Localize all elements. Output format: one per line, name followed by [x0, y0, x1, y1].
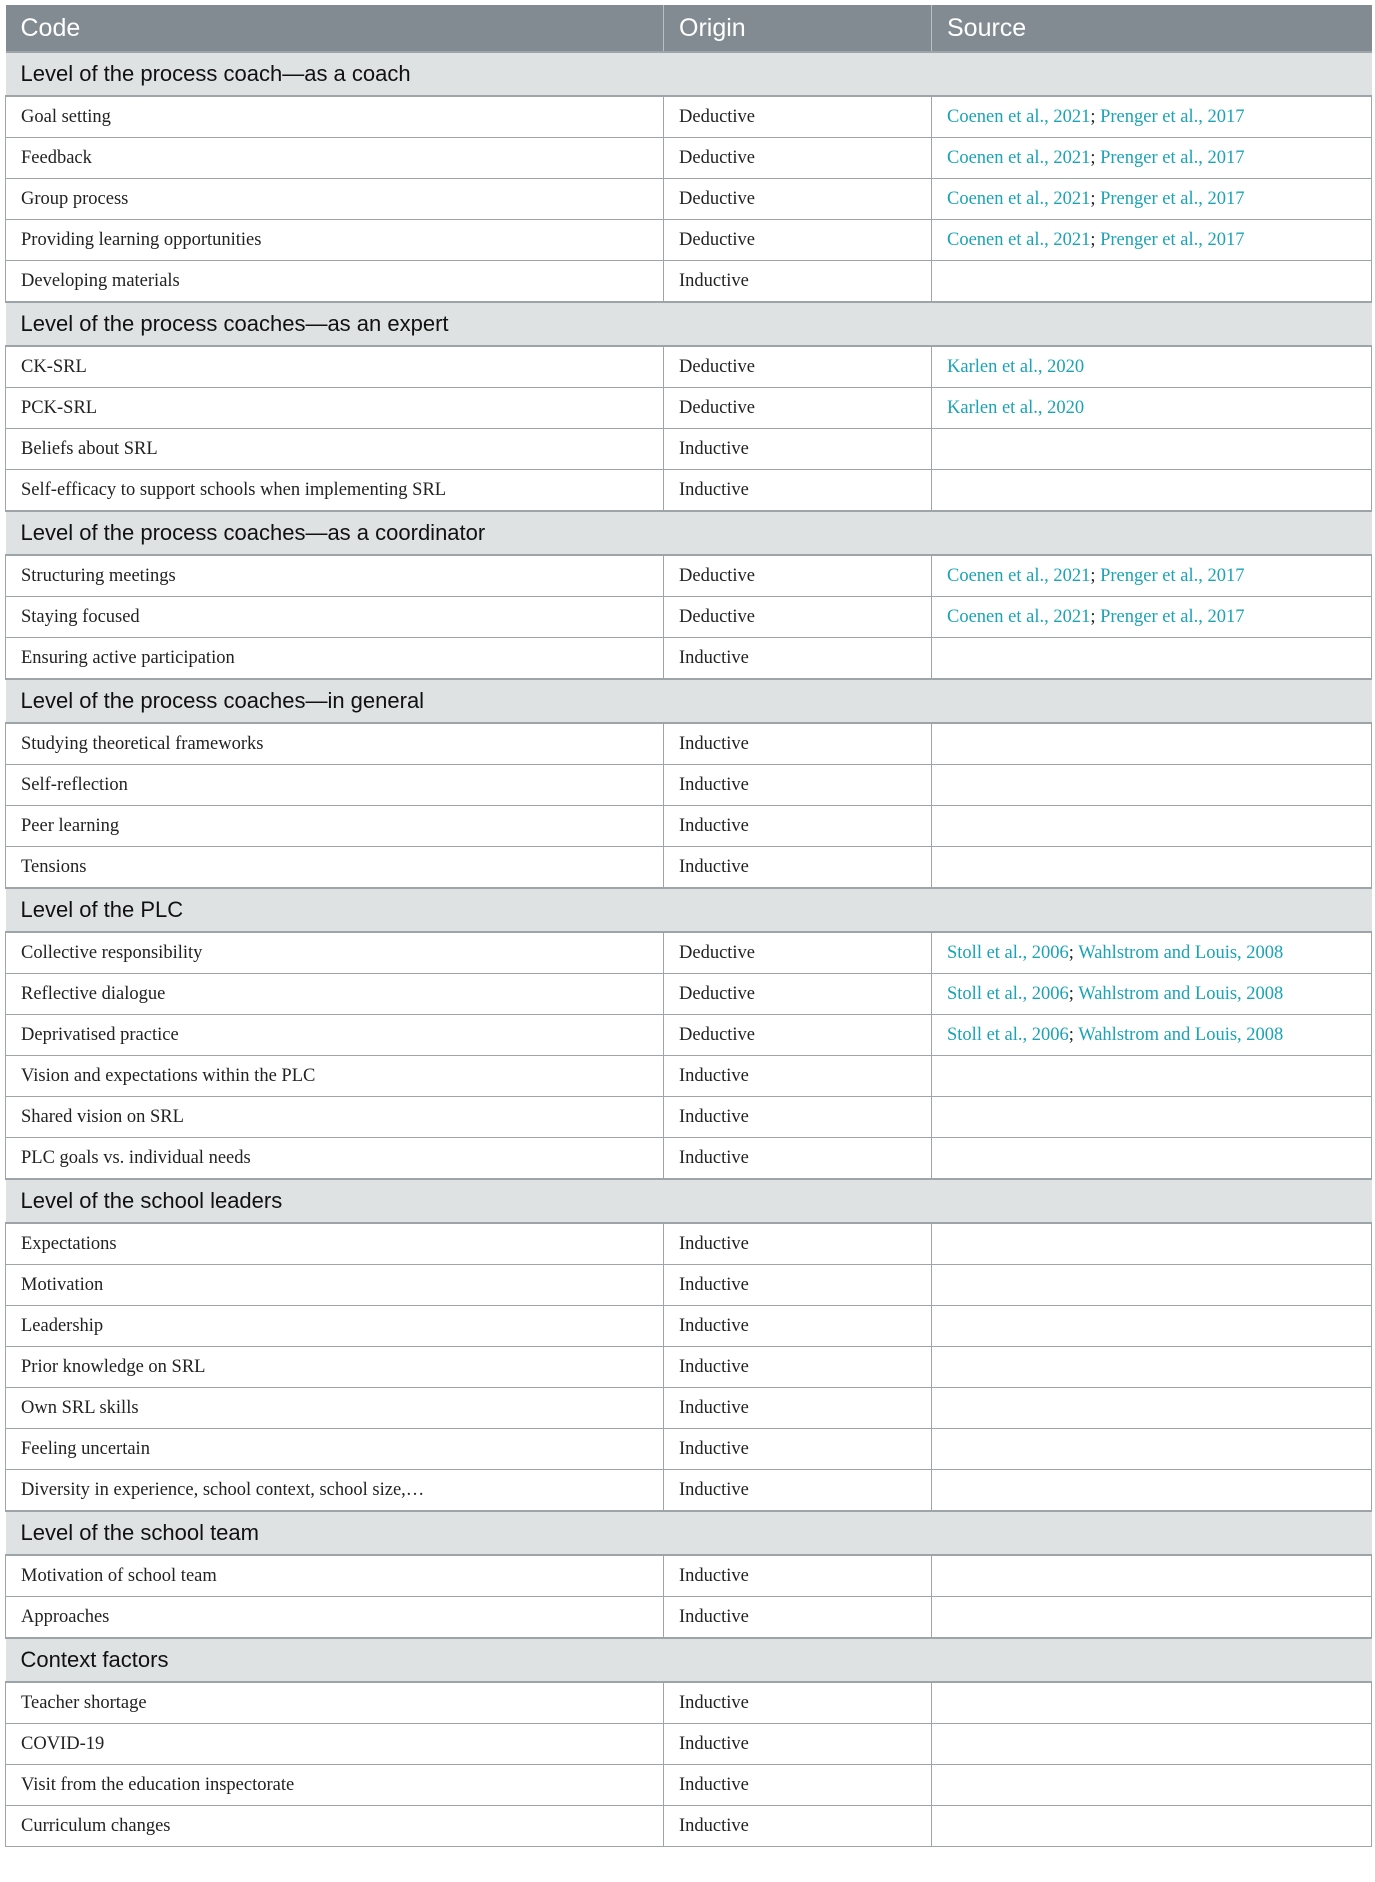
citation-link[interactable]: Coenen et al., 2021: [947, 229, 1091, 250]
section-title: Level of the school team: [6, 1511, 1372, 1555]
citation-link[interactable]: Coenen et al., 2021: [947, 106, 1091, 127]
origin-cell: Inductive: [664, 765, 932, 806]
code-cell: Expectations: [6, 1223, 664, 1265]
table-row: [6, 96, 1372, 138]
source-cell: [932, 847, 1372, 889]
code-cell: Motivation of school team: [6, 1555, 664, 1597]
source-cell: [932, 388, 1372, 429]
table-row: [6, 1056, 1372, 1097]
source-cell: [932, 1765, 1372, 1806]
source-cell: [932, 974, 1372, 1015]
code-cell: Feeling uncertain: [6, 1429, 664, 1470]
citation-link[interactable]: Coenen et al., 2021: [947, 188, 1091, 209]
table-row: [6, 220, 1372, 261]
source-cell: [932, 1470, 1372, 1512]
section-header-row: [6, 1179, 1372, 1223]
origin-cell: Deductive: [664, 555, 932, 597]
origin-cell: Deductive: [664, 220, 932, 261]
code-cell: Ensuring active participation: [6, 638, 664, 680]
source-separator: ;: [1090, 106, 1101, 127]
code-cell: PLC goals vs. individual needs: [6, 1138, 664, 1180]
table-row: [6, 1806, 1372, 1847]
origin-cell: Deductive: [664, 138, 932, 179]
source-cell: [932, 1388, 1372, 1429]
citation-link[interactable]: Prenger et al., 2017: [1100, 229, 1245, 250]
origin-cell: Inductive: [664, 1138, 932, 1180]
citation-link[interactable]: Prenger et al., 2017: [1100, 147, 1245, 168]
table-container: [5, 5, 1371, 1847]
code-cell: COVID-19: [6, 1724, 664, 1765]
code-cell: Diversity in experience, school context, school size,…: [6, 1470, 664, 1512]
code-cell: Studying theoretical frameworks: [6, 723, 664, 765]
table-row: [6, 1223, 1372, 1265]
source-separator: ;: [1068, 942, 1079, 963]
section-title: Level of the process coaches—in general: [6, 679, 1372, 723]
citation-link[interactable]: Wahlstrom and Louis, 2008: [1078, 942, 1284, 963]
origin-cell: Inductive: [664, 1597, 932, 1639]
code-cell: Tensions: [6, 847, 664, 889]
source-separator: ;: [1068, 983, 1079, 1004]
origin-cell: Inductive: [664, 1555, 932, 1597]
table-row: [6, 638, 1372, 680]
source-cell: [932, 597, 1372, 638]
source-cell: [932, 555, 1372, 597]
origin-cell: Inductive: [664, 1056, 932, 1097]
codes-table: [5, 5, 1372, 1847]
citation-link[interactable]: Karlen et al., 2020: [947, 356, 1085, 377]
section-header-row: [6, 1511, 1372, 1555]
code-cell: Approaches: [6, 1597, 664, 1639]
column-header-code: Code: [6, 5, 664, 52]
source-cell: [932, 1056, 1372, 1097]
code-cell: Self-reflection: [6, 765, 664, 806]
table-row: [6, 806, 1372, 847]
code-cell: Reflective dialogue: [6, 974, 664, 1015]
table-row: [6, 1015, 1372, 1056]
table-row: [6, 1388, 1372, 1429]
section-title: Level of the school leaders: [6, 1179, 1372, 1223]
source-cell: [932, 1097, 1372, 1138]
origin-cell: Inductive: [664, 806, 932, 847]
section-title: Level of the process coaches—as an expert: [6, 302, 1372, 346]
code-cell: Teacher shortage: [6, 1682, 664, 1724]
code-cell: Deprivatised practice: [6, 1015, 664, 1056]
origin-cell: Deductive: [664, 388, 932, 429]
section-title: Level of the process coach—as a coach: [6, 52, 1372, 96]
origin-cell: Inductive: [664, 1765, 932, 1806]
source-cell: [932, 96, 1372, 138]
code-cell: Vision and expectations within the PLC: [6, 1056, 664, 1097]
code-cell: Developing materials: [6, 261, 664, 303]
citation-link[interactable]: Stoll et al., 2006: [947, 1024, 1069, 1045]
origin-cell: Inductive: [664, 1223, 932, 1265]
citation-link[interactable]: Wahlstrom and Louis, 2008: [1078, 1024, 1284, 1045]
code-cell: Feedback: [6, 138, 664, 179]
origin-cell: Inductive: [664, 1347, 932, 1388]
table-row: [6, 723, 1372, 765]
code-cell: Structuring meetings: [6, 555, 664, 597]
source-cell: [932, 1138, 1372, 1180]
source-cell: [932, 723, 1372, 765]
origin-cell: Deductive: [664, 597, 932, 638]
code-cell: Motivation: [6, 1265, 664, 1306]
section-header-row: [6, 888, 1372, 932]
citation-link[interactable]: Prenger et al., 2017: [1100, 106, 1245, 127]
code-cell: Providing learning opportunities: [6, 220, 664, 261]
table-row: [6, 765, 1372, 806]
source-cell: [932, 1223, 1372, 1265]
source-cell: [932, 1597, 1372, 1639]
source-cell: [932, 429, 1372, 470]
citation-link[interactable]: Coenen et al., 2021: [947, 565, 1091, 586]
origin-cell: Deductive: [664, 346, 932, 388]
source-separator: ;: [1090, 565, 1101, 586]
table-row: [6, 847, 1372, 889]
citation-link[interactable]: Prenger et al., 2017: [1100, 565, 1245, 586]
code-cell: Leadership: [6, 1306, 664, 1347]
origin-cell: Deductive: [664, 179, 932, 220]
table-row: [6, 1265, 1372, 1306]
code-cell: Peer learning: [6, 806, 664, 847]
section-header-row: [6, 511, 1372, 555]
code-cell: Shared vision on SRL: [6, 1097, 664, 1138]
section-header-row: [6, 52, 1372, 96]
table-row: [6, 388, 1372, 429]
origin-cell: Inductive: [664, 1724, 932, 1765]
citation-link[interactable]: Prenger et al., 2017: [1100, 606, 1245, 627]
source-cell: [932, 932, 1372, 974]
source-cell: [932, 1724, 1372, 1765]
source-separator: ;: [1090, 188, 1101, 209]
code-cell: Prior knowledge on SRL: [6, 1347, 664, 1388]
origin-cell: Inductive: [664, 470, 932, 512]
source-cell: [932, 1015, 1372, 1056]
table-row: [6, 1724, 1372, 1765]
origin-cell: Inductive: [664, 1265, 932, 1306]
code-cell: Beliefs about SRL: [6, 429, 664, 470]
source-cell: [932, 765, 1372, 806]
citation-link[interactable]: Coenen et al., 2021: [947, 606, 1091, 627]
section-title: Level of the process coaches—as a coordinator: [6, 511, 1372, 555]
code-cell: Own SRL skills: [6, 1388, 664, 1429]
origin-cell: Inductive: [664, 1306, 932, 1347]
origin-cell: Deductive: [664, 96, 932, 138]
column-header-origin: Origin: [664, 5, 932, 52]
source-cell: [932, 1682, 1372, 1724]
citation-link[interactable]: Karlen et al., 2020: [947, 397, 1085, 418]
source-cell: [932, 346, 1372, 388]
source-cell: [932, 1555, 1372, 1597]
code-cell: CK-SRL: [6, 346, 664, 388]
code-cell: Goal setting: [6, 96, 664, 138]
source-separator: ;: [1090, 229, 1101, 250]
table-body: [6, 52, 1372, 1847]
table-row: [6, 470, 1372, 512]
table-row: [6, 1097, 1372, 1138]
column-header-source: Source: [932, 5, 1372, 52]
source-separator: ;: [1090, 147, 1101, 168]
origin-cell: Inductive: [664, 847, 932, 889]
origin-cell: Inductive: [664, 638, 932, 680]
table-row: [6, 138, 1372, 179]
origin-cell: Inductive: [664, 1097, 932, 1138]
source-separator: ;: [1090, 606, 1101, 627]
source-separator: ;: [1068, 1024, 1079, 1045]
table-row: [6, 346, 1372, 388]
table-row: [6, 429, 1372, 470]
source-cell: [932, 1347, 1372, 1388]
citation-link[interactable]: Wahlstrom and Louis, 2008: [1078, 983, 1284, 1004]
section-header-row: [6, 302, 1372, 346]
citation-link[interactable]: Stoll et al., 2006: [947, 983, 1069, 1004]
code-cell: PCK-SRL: [6, 388, 664, 429]
origin-cell: Inductive: [664, 1470, 932, 1512]
citation-link[interactable]: Prenger et al., 2017: [1100, 188, 1245, 209]
table-row: [6, 179, 1372, 220]
table-row: [6, 1138, 1372, 1180]
source-cell: [932, 1265, 1372, 1306]
origin-cell: Deductive: [664, 932, 932, 974]
table-row: [6, 1306, 1372, 1347]
origin-cell: Inductive: [664, 1429, 932, 1470]
table-row: [6, 597, 1372, 638]
source-cell: [932, 806, 1372, 847]
table-row: [6, 932, 1372, 974]
header-row: [6, 5, 1372, 52]
origin-cell: Deductive: [664, 974, 932, 1015]
source-cell: [932, 1806, 1372, 1847]
table-row: [6, 555, 1372, 597]
code-cell: Visit from the education inspectorate: [6, 1765, 664, 1806]
table-row: [6, 1347, 1372, 1388]
source-cell: [932, 638, 1372, 680]
code-cell: Staying focused: [6, 597, 664, 638]
source-cell: [932, 179, 1372, 220]
table-row: [6, 1682, 1372, 1724]
section-header-row: [6, 679, 1372, 723]
origin-cell: Inductive: [664, 1388, 932, 1429]
origin-cell: Inductive: [664, 1682, 932, 1724]
source-cell: [932, 470, 1372, 512]
table-row: [6, 1765, 1372, 1806]
table-row: [6, 1597, 1372, 1639]
table-row: [6, 1429, 1372, 1470]
source-cell: [932, 1306, 1372, 1347]
origin-cell: Inductive: [664, 1806, 932, 1847]
citation-link[interactable]: Stoll et al., 2006: [947, 942, 1069, 963]
section-title: Context factors: [6, 1638, 1372, 1682]
section-header-row: [6, 1638, 1372, 1682]
source-cell: [932, 261, 1372, 303]
origin-cell: Inductive: [664, 261, 932, 303]
table-row: [6, 1555, 1372, 1597]
source-cell: [932, 138, 1372, 179]
code-cell: Curriculum changes: [6, 1806, 664, 1847]
code-cell: Group process: [6, 179, 664, 220]
origin-cell: Inductive: [664, 429, 932, 470]
table-header: [6, 5, 1372, 52]
origin-cell: Inductive: [664, 723, 932, 765]
section-title: Level of the PLC: [6, 888, 1372, 932]
citation-link[interactable]: Coenen et al., 2021: [947, 147, 1091, 168]
code-cell: Self-efficacy to support schools when implementing SRL: [6, 470, 664, 512]
table-row: [6, 974, 1372, 1015]
origin-cell: Deductive: [664, 1015, 932, 1056]
table-row: [6, 1470, 1372, 1512]
table-row: [6, 261, 1372, 303]
source-cell: [932, 220, 1372, 261]
source-cell: [932, 1429, 1372, 1470]
code-cell: Collective responsibility: [6, 932, 664, 974]
